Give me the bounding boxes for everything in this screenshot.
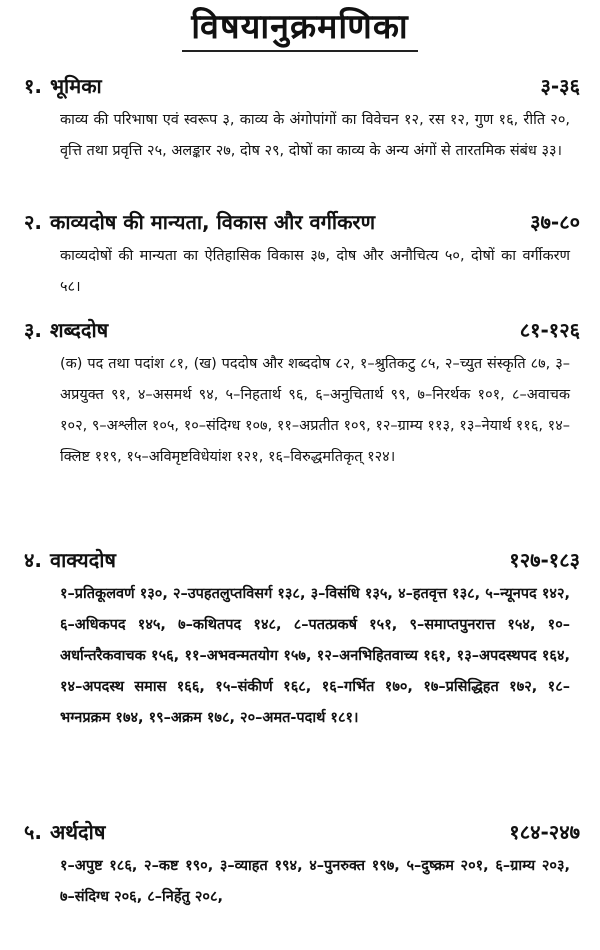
section-number: १. — [24, 74, 42, 98]
section-title: अर्थदोष — [50, 820, 106, 844]
section-title: काव्यदोष की मान्यता, विकास और वर्गीकरण — [50, 210, 376, 234]
section-number: ४. — [24, 548, 42, 572]
section-title: वाक्यदोष — [50, 548, 116, 572]
page-title: विषयानुक्रमणिका — [191, 7, 409, 47]
section-pages: १८४-२४७ — [509, 820, 580, 844]
section-vakyadosh — [24, 546, 580, 734]
section-body: (क) पद तथा पदांश ८१, (ख) पददोष और शब्ददोष ८२, १–श्रुतिकटु ८५, २–च्युत संस्कृति ८७, ३–अप्रयुक्त ९१, ४–असमर्थ ९४, ५–निहतार्थ ९६, ६–अनुचितार्थ ९९, ७–निरर्थक १०१, ८–अवाचक १०२, ९–अश्लील १०५, १०–संदिग्ध १०७, ११–अप्रतीत १०९, १२–ग्राम्य ११३, १३–नेयार्थ ११६, १४–क्लिष्ट ११९, १५–अविमृष्टविधेयांश १२१, १६–विरुद्धमतिकृत् १२४। — [60, 356, 570, 465]
section-body: काव्य की परिभाषा एवं स्वरूप ३, काव्य के अंगोपांगों का विवेचन १२, रस १२, गुण १६, रीति २०, वृत्ति तथा प्रवृत्ति २५, अलङ्कार २७, दोष २९, दोषों का काव्य के अन्य अंगों से तारतमिक संबंध ३३। — [60, 112, 570, 159]
section-heading — [24, 208, 580, 235]
title-underline — [182, 50, 418, 52]
section-number: २. — [24, 210, 42, 234]
section-heading — [24, 316, 580, 343]
section-heading — [24, 546, 580, 573]
section-heading — [24, 72, 580, 99]
section-pages: ८१-१२६ — [519, 318, 580, 342]
section-heading — [24, 818, 580, 845]
section-pages: ३७-८० — [530, 210, 580, 234]
section-title: भूमिका — [50, 74, 102, 98]
section-bhumika — [24, 72, 580, 167]
section-kavyadosh — [24, 208, 580, 303]
section-title: शब्ददोष — [50, 318, 109, 342]
section-arthadosh — [24, 818, 580, 913]
section-pages: १२७-१८३ — [509, 548, 580, 572]
section-pages: ३-३६ — [540, 74, 580, 98]
section-number: ५. — [24, 820, 42, 844]
section-body: १–प्रतिकूलवर्ण १३०, २–उपहतलुप्तविसर्ग १३८, ३–विसंधि १३५, ४–हतवृत्त १३८, ५–न्यूनपद १४२, ६–अधिकपद १४५, ७–कथितपद १४८, ८–पतत्प्रकर्ष १५१, ९–समाप्तपुनरात्त १५४, १०–अर्धान्तरैकवाचक १५६, ११–अभवन्मतयोग १५७, १२–अनभिहितवाच्य १६१, १३–अपदस्थपद १६४, १४–अपदस्थ समास १६६, १५–संकीर्ण १६८, १६–गर्भित १७०, १७–प्रसिद्धिहत १७२, १८–भग्नप्रक्रम १७४, १९–अक्रम १७८, २०–अमत-पदार्थ १८१। — [60, 586, 570, 726]
section-body: काव्यदोषों की मान्यता का ऐतिहासिक विकास ३७, दोष और अनौचित्य ५०, दोषों का वर्गीकरण ५८। — [60, 248, 570, 295]
section-number: ३. — [24, 318, 42, 342]
section-body: १–अपुष्ट १८६, २–कष्ट १९०, ३–व्याहत १९४, ४–पुनरुक्त १९७, ५–दुष्क्रम २०१, ६–ग्राम्य २०३, ७–संदिग्ध २०६, ८–निर्हेतु २०८, — [60, 858, 570, 905]
section-shabdadosh — [24, 316, 580, 473]
